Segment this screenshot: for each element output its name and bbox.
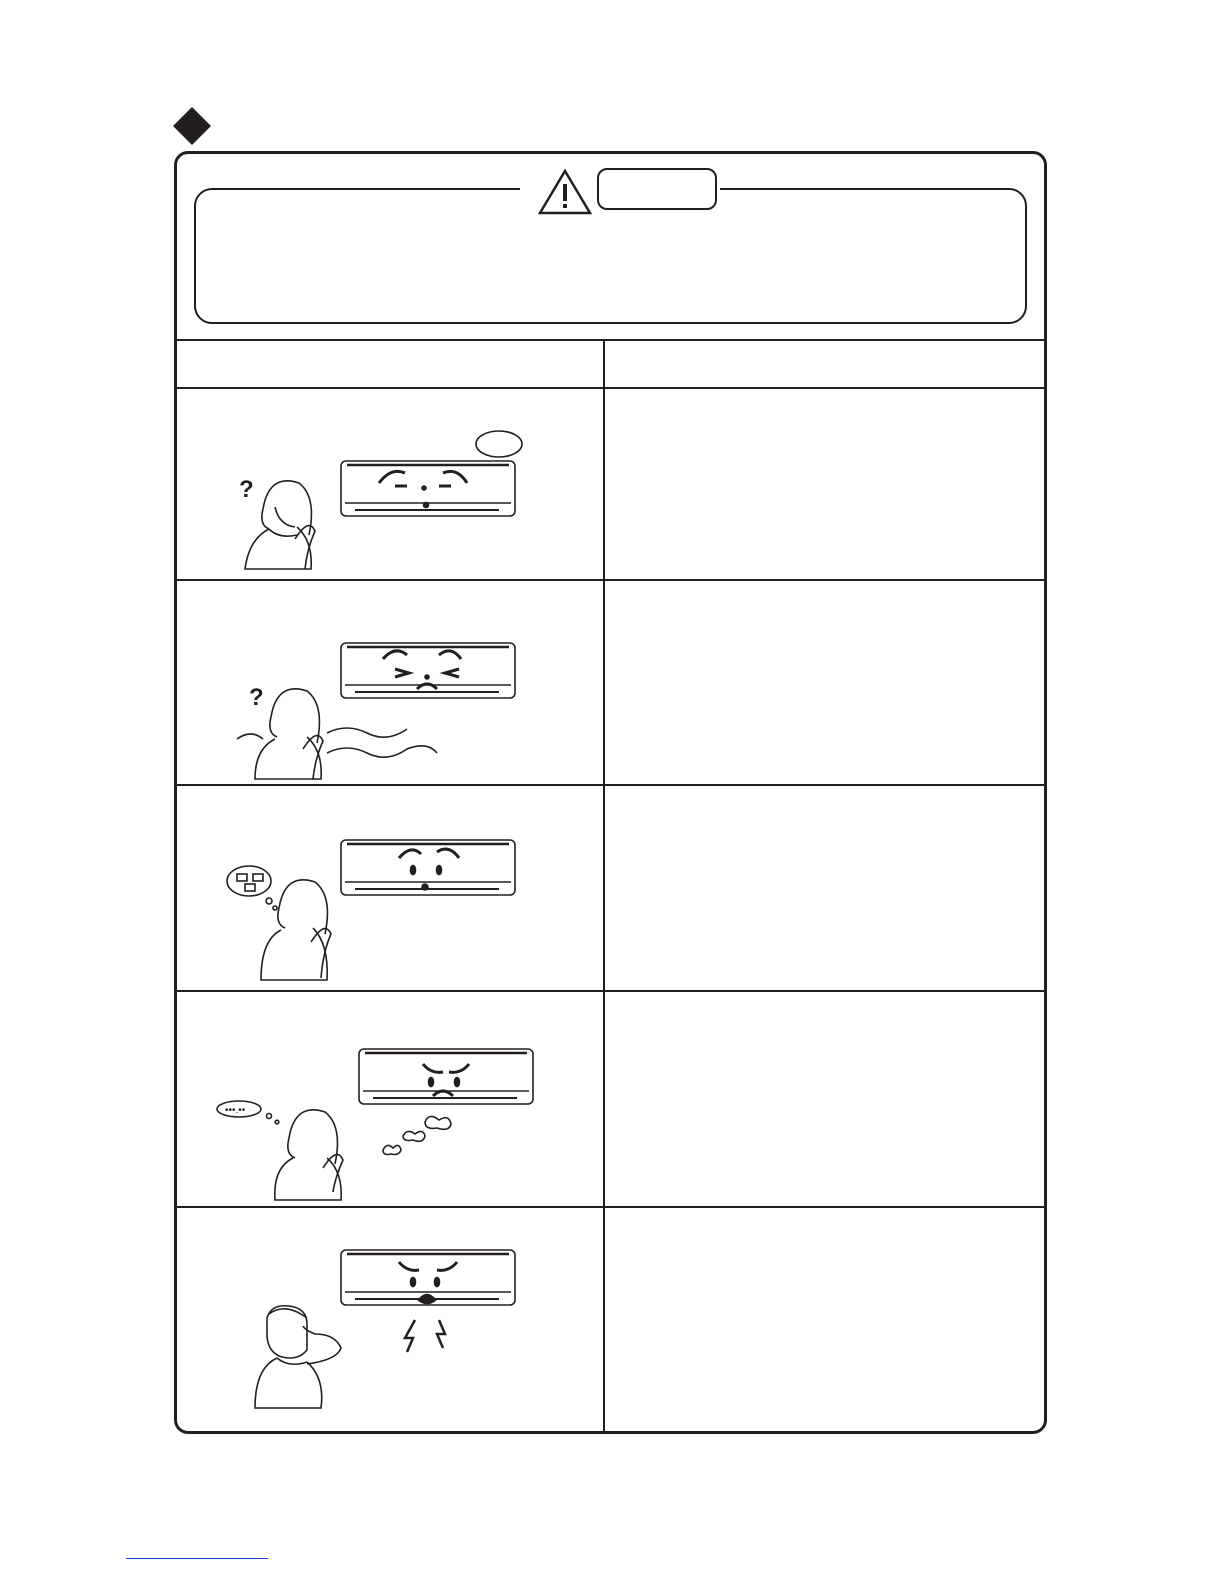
table-row: [177, 1208, 603, 1431]
table-row: [177, 389, 603, 579]
man-hearing-noise-icon: [177, 1208, 603, 1431]
column-header-symptom: [177, 344, 603, 388]
svg-text:?: ?: [249, 684, 264, 711]
woman-thinking-ac-icon: [177, 786, 603, 990]
svg-text:?: ?: [239, 476, 254, 503]
woman-questioning-ac-icon: [177, 389, 603, 579]
troubleshooting-frame: [174, 151, 1047, 1434]
column-divider: [603, 341, 605, 1431]
warning-triangle-icon: [537, 168, 593, 216]
diamond-bullet-icon: [0, 0, 230, 150]
warning-label: [597, 168, 717, 210]
woman-feeling-airflow-icon: [177, 581, 603, 784]
svg-text:•••.••: •••.••: [225, 1105, 246, 1116]
divider: [177, 339, 1044, 341]
table-row: [177, 581, 603, 784]
column-header-explanation: [605, 344, 1044, 388]
table-row: [177, 786, 603, 990]
table-row: [177, 992, 603, 1206]
footer-link-underline: [126, 1558, 268, 1559]
woman-noticing-mist-icon: [177, 992, 603, 1206]
